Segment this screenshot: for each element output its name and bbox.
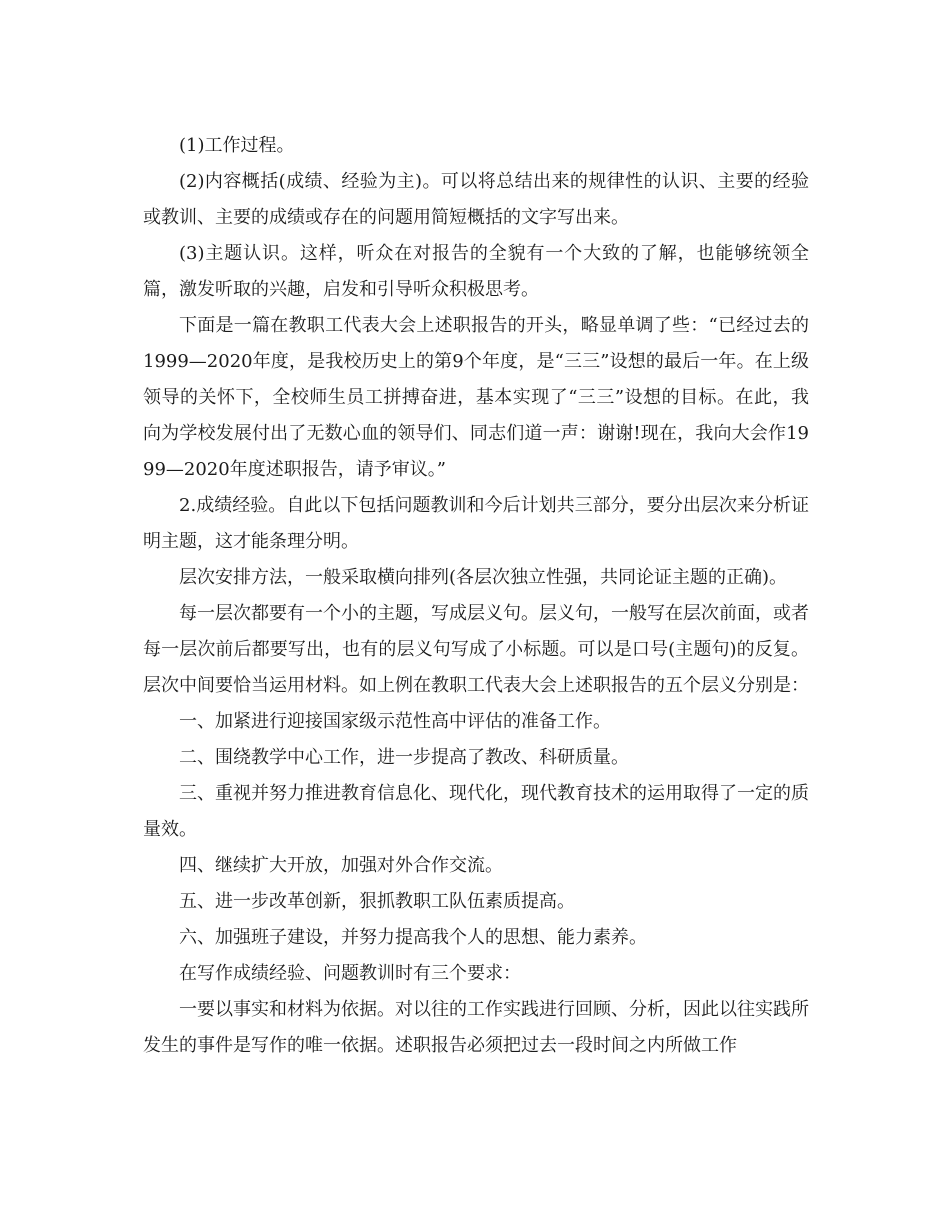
- paragraph-theme-recognition: (3)主题认识。这样，听众在对报告的全貌有一个大致的了解，也能够统领全篇，激发听取的兴趣，启发和引导听众积极思考。: [143, 243, 809, 300]
- paragraph-three-requirements: 在写作成绩经验、问题教训时有三个要求：: [179, 963, 521, 984]
- paragraph-work-process: (1)工作过程。: [179, 135, 295, 156]
- list-item-level-2: 二、围绕教学中心工作，进一步提高了教改、科研质量。: [179, 747, 629, 768]
- paragraph-requirement-facts: 一要以事实和材料为依据。对以往的工作实践进行回顾、分析，因此以往实践所发生的事件是写作的唯一依据。述职报告必须把过去一段时间之内所做工作: [143, 999, 809, 1056]
- list-item-level-1: 一、加紧进行迎接国家级示范性高中评估的准备工作。: [179, 711, 611, 732]
- list-item-level-4: 四、继续扩大开放，加强对外合作交流。: [179, 855, 503, 876]
- document-body: [143, 128, 809, 1064]
- paragraph-level-theme: 每一层次都要有一个小的主题，写成层义句。层义句，一般写在层次前面，或者每一层次前后都要写出，也有的层义句写成了小标题。可以是口号(主题句)的反复。层次中间要恰当运用材料。如上例在教职工代表大会上述职报告的五个层义分别是：: [143, 603, 809, 696]
- paragraph-achievements-experience: 2.成绩经验。自此以下包括问题教训和今后计划共三部分，要分出层次来分析证明主题，这才能条理分明。: [143, 495, 809, 552]
- list-item-level-5: 五、进一步改革创新，狠抓教职工队伍素质提高。: [179, 891, 575, 912]
- paragraph-report-opening-example: 下面是一篇在教职工代表大会上述职报告的开头，略显单调了些：“已经过去的1999—2020年度，是我校历史上的第9个年度，是“三三”设想的最后一年。在上级领导的关怀下，全校师生员工拼搏奋进，基本实现了“三三”设想的目标。在此，我向为学校发展付出了无数心血的领导们、同志们道一声：谢谢!现在，我向大会作1999—2020年度述职报告，请予审议。”: [143, 315, 809, 480]
- paragraph-level-arrangement: 层次安排方法，一般采取横向排列(各层次独立性强，共同论证主题的正确)。: [179, 567, 788, 588]
- list-item-level-3: 三、重视并努力推进教育信息化、现代化，现代教育技术的运用取得了一定的质量效。: [143, 783, 809, 840]
- paragraph-content-summary: (2)内容概括(成绩、经验为主)。可以将总结出来的规律性的认识、主要的经验或教训、主要的成绩或存在的问题用简短概括的文字写出来。: [143, 171, 809, 228]
- list-item-level-6: 六、加强班子建设，并努力提高我个人的思想、能力素养。: [179, 927, 647, 948]
